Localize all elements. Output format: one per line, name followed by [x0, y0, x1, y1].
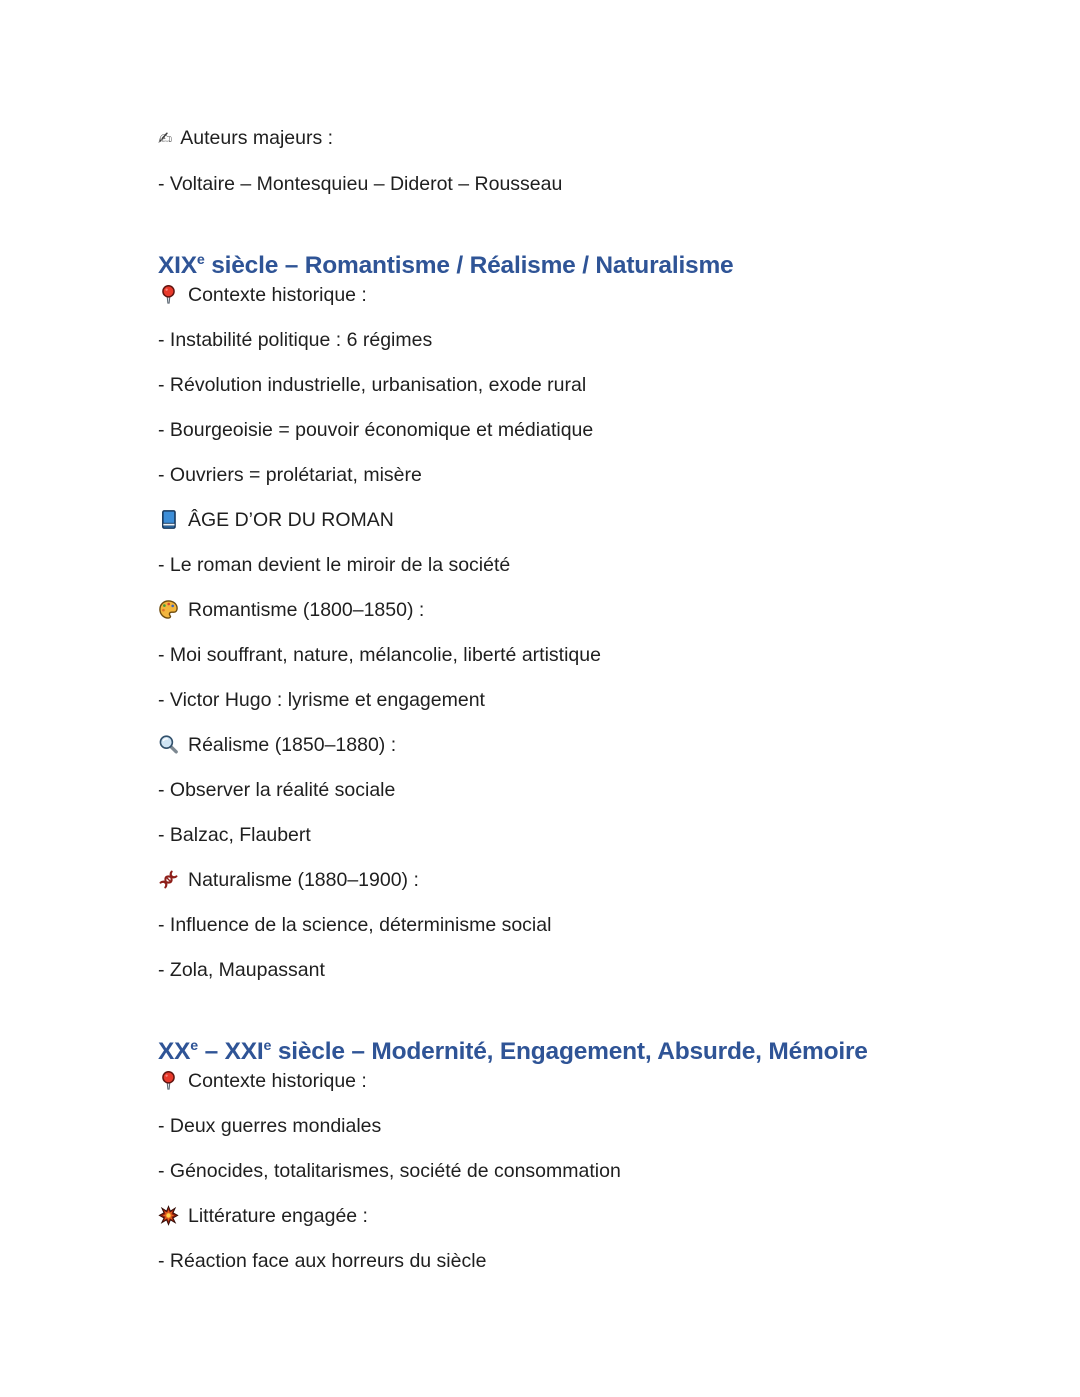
pushpin-icon [158, 1070, 179, 1091]
bullet-zola: - Zola, Maupassant [158, 959, 325, 982]
bullet-instabilite: - Instabilité politique : 6 régimes [158, 329, 433, 352]
bullet-genocides: - Génocides, totalitarismes, société de consommation [158, 1160, 621, 1183]
bullet-roman-miroir: - Le roman devient le miroir de la société [158, 554, 511, 577]
explosion-icon [158, 1205, 179, 1226]
heading-text: siècle – Romantisme / Réalisme / Naturalisme [204, 252, 734, 280]
bullet-influence: - Influence de la science, déterminisme social [158, 914, 552, 937]
bullet-reaction: - Réaction face aux horreurs du siècle [158, 1250, 487, 1273]
paragraph-authors-list: - Voltaire – Montesquieu – Diderot – Rousseau [158, 173, 563, 195]
paragraph-age-or [158, 509, 960, 532]
romantisme-label-text: Romantisme (1800–1850) : [188, 599, 425, 622]
paragraph-litterature-engagee [158, 1205, 960, 1228]
bullet-ouvriers: - Ouvriers = prolétariat, misère [158, 464, 422, 487]
heading-superscript: e [190, 1038, 198, 1055]
magnifier-icon [158, 734, 179, 755]
pushpin-icon [158, 284, 179, 305]
realisme-label-text: Réalisme (1850–1880) : [188, 734, 397, 757]
heading-superscript: e [263, 1038, 272, 1055]
dna-icon [158, 869, 179, 890]
bullet-balzac: - Balzac, Flaubert [158, 824, 311, 847]
heading-superscript: e [196, 252, 205, 268]
age-or-label-text: ÂGE D’OR DU ROMAN [188, 509, 394, 532]
engagee-label-text: Littérature engagée : [188, 1205, 368, 1228]
paragraph-contexte-xx [158, 1070, 960, 1093]
blue-book-icon [158, 509, 179, 530]
paragraph-contexte-xix [158, 284, 960, 307]
paragraph-romantisme [158, 599, 960, 622]
writing-hand-icon: ✍ [158, 129, 173, 149]
contexte-label-text: Contexte historique : [188, 1070, 367, 1093]
section-heading-xix [158, 245, 960, 281]
paragraph-authors-label [158, 127, 960, 151]
heading-text: XX [158, 1038, 191, 1066]
bullet-guerres: - Deux guerres mondiales [158, 1115, 382, 1138]
bullet-moi-souffrant: - Moi souffrant, nature, mélancolie, liberté artistique [158, 644, 601, 667]
bullet-revolution: - Révolution industrielle, urbanisation, exode rural [158, 374, 587, 397]
section-heading-xx [158, 1031, 960, 1067]
heading-text: – XXI [198, 1038, 264, 1066]
naturalisme-label-text: Naturalisme (1880–1900) : [188, 869, 419, 892]
bullet-hugo: - Victor Hugo : lyrisme et engagement [158, 689, 485, 712]
paragraph-naturalisme [158, 869, 960, 892]
contexte-label-text: Contexte historique : [188, 284, 367, 307]
authors-label-text: Auteurs majeurs : [180, 127, 334, 149]
heading-text: XIX [158, 252, 197, 280]
heading-text: siècle – Modernité, Engagement, Absurde, Mémoire [271, 1038, 868, 1066]
paragraph-realisme [158, 734, 960, 757]
palette-icon [158, 599, 179, 620]
bullet-bourgeoisie: - Bourgeoisie = pouvoir économique et médiatique [158, 419, 594, 442]
bullet-observer: - Observer la réalité sociale [158, 779, 396, 802]
